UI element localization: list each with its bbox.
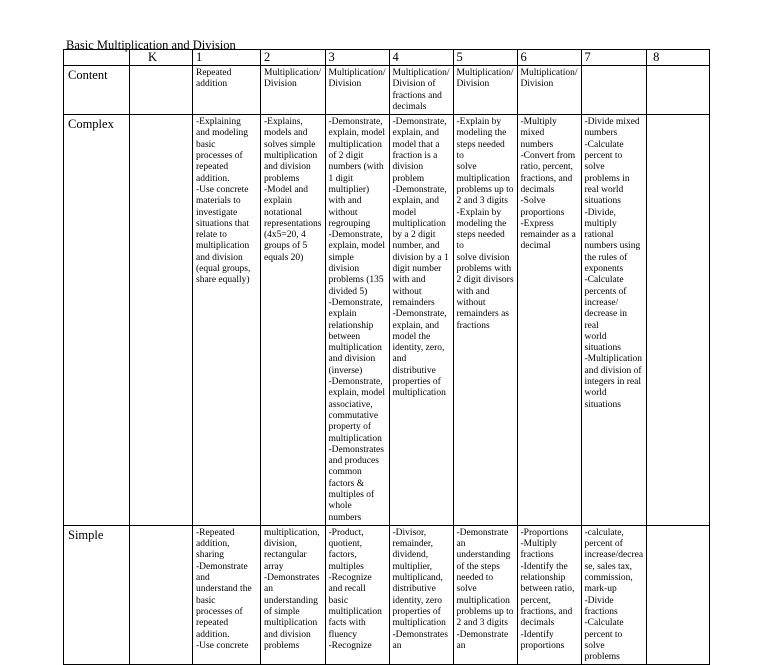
row-label-simple: Simple [64,525,130,665]
content-cell-k [130,66,193,115]
simple-cell-6: -Proportions -Multiply fractions -Identify the relationship between ratio, percent, fractions, and decimals -Identify proportions [517,525,581,665]
content-cell-2: Multiplication/ Division [261,66,326,115]
grade-header-2: 2 [261,50,326,66]
content-cell-6: Multiplication/ Division [517,66,581,115]
grade-header-5: 5 [453,50,517,66]
simple-cell-1: -Repeated addition, sharing -Demonstrate and understand the basic processes of repeated addition. -Use concrete [193,525,261,665]
header-corner [64,50,130,66]
complex-cell-2: -Explains, models and solves simple multiplication and division problems -Model and explain notational representations (4x5=20, 4 groups of 5 equals 20) [261,115,326,526]
complex-cell-4: -Demonstrate, explain, and model that a fraction is a division problem -Demonstrate, explain, and model multiplication by a 2 digit number, and division by a 1 digit number with and without remainders -Demonstrate, explain, and model the identity, zero, and distributive properties of multiplication [389,115,453,526]
grade-header-3: 3 [325,50,389,66]
grade-header-8: 8 [647,50,710,66]
row-label-content: Content [64,66,130,115]
content-row [64,66,710,115]
grade-header-7: 7 [581,50,647,66]
content-cell-1: Repeated addition [193,66,261,115]
content-cell-5: Multiplication/ Division [453,66,517,115]
grade-header-4: 4 [389,50,453,66]
simple-cell-4: -Divisor, remainder, dividend, multiplier, multiplicand, distributive identity, zero properties of multiplication -Demonstrates an [389,525,453,665]
document-title: Basic Multiplication and Division [66,38,236,52]
complex-cell-1: -Explaining and modeling basic processes of repeated addition. -Use concrete materials to investigate situations that relate to multiplication and division (equal groups, share equally) [193,115,261,526]
complex-cell-6: -Multiply mixed numbers -Convert from ratio, percent, fractions, and decimals -Solve proportions -Express remainder as a decimal [517,115,581,526]
content-cell-4: Multiplication/ Division of fractions and decimals [389,66,453,115]
complex-cell-3: -Demonstrate, explain, model multiplication of 2 digit numbers (with 1 digit multiplier) with and without regrouping -Demonstrate, explain, model simple division problems (135 divided 5) -Demonstrate, explain relationship between multiplication and division (inverse) -Demonstrate, explain, model associative, commutative property of multiplication -Demonstrates and produces common factors & multiples of whole numbers [325,115,389,526]
grade-header-6: 6 [517,50,581,66]
simple-cell-2: multiplication, division, rectangular array -Demonstrates an understanding of simple multiplication and division problems [261,525,326,665]
simple-cell-5: -Demonstrate an understanding of the steps needed to solve multiplication problems up to 2 and 3 digits -Demonstrate an [453,525,517,665]
content-cell-7 [581,66,647,115]
simple-cell-k [130,525,193,665]
complex-cell-k [130,115,193,526]
simple-cell-3: -Product, quotient, factors, multiples -Recognize and recall basic multiplication facts with fluency -Recognize [325,525,389,665]
complex-cell-5: -Explain by modeling the steps needed to solve multiplication problems up to 2 and 3 digits -Explain by modeling the steps needed to solve division problems with 2 digit divisors with and without remainders as fractions [453,115,517,526]
complex-cell-8 [647,115,710,526]
header-row [64,50,710,66]
simple-row [64,525,710,665]
simple-cell-7: -calculate, percent of increase/decrea se, sales tax, commission, mark-up -Divide fractions -Calculate percent to solve problems [581,525,647,665]
grade-header-1: 1 [193,50,261,66]
simple-cell-8 [647,525,710,665]
grade-header-k: K [130,50,193,66]
curriculum-table [63,49,710,665]
content-cell-3: Multiplication/ Division [325,66,389,115]
content-cell-8 [647,66,710,115]
complex-cell-7: -Divide mixed numbers -Calculate percent to solve problems in real world situations -Divide, multiply rational numbers using the rules of exponents -Calculate percents of increase/ decrease in real world situations -Multiplication and division of integers in real world situations [581,115,647,526]
row-label-complex: Complex [64,115,130,526]
complex-row [64,115,710,526]
